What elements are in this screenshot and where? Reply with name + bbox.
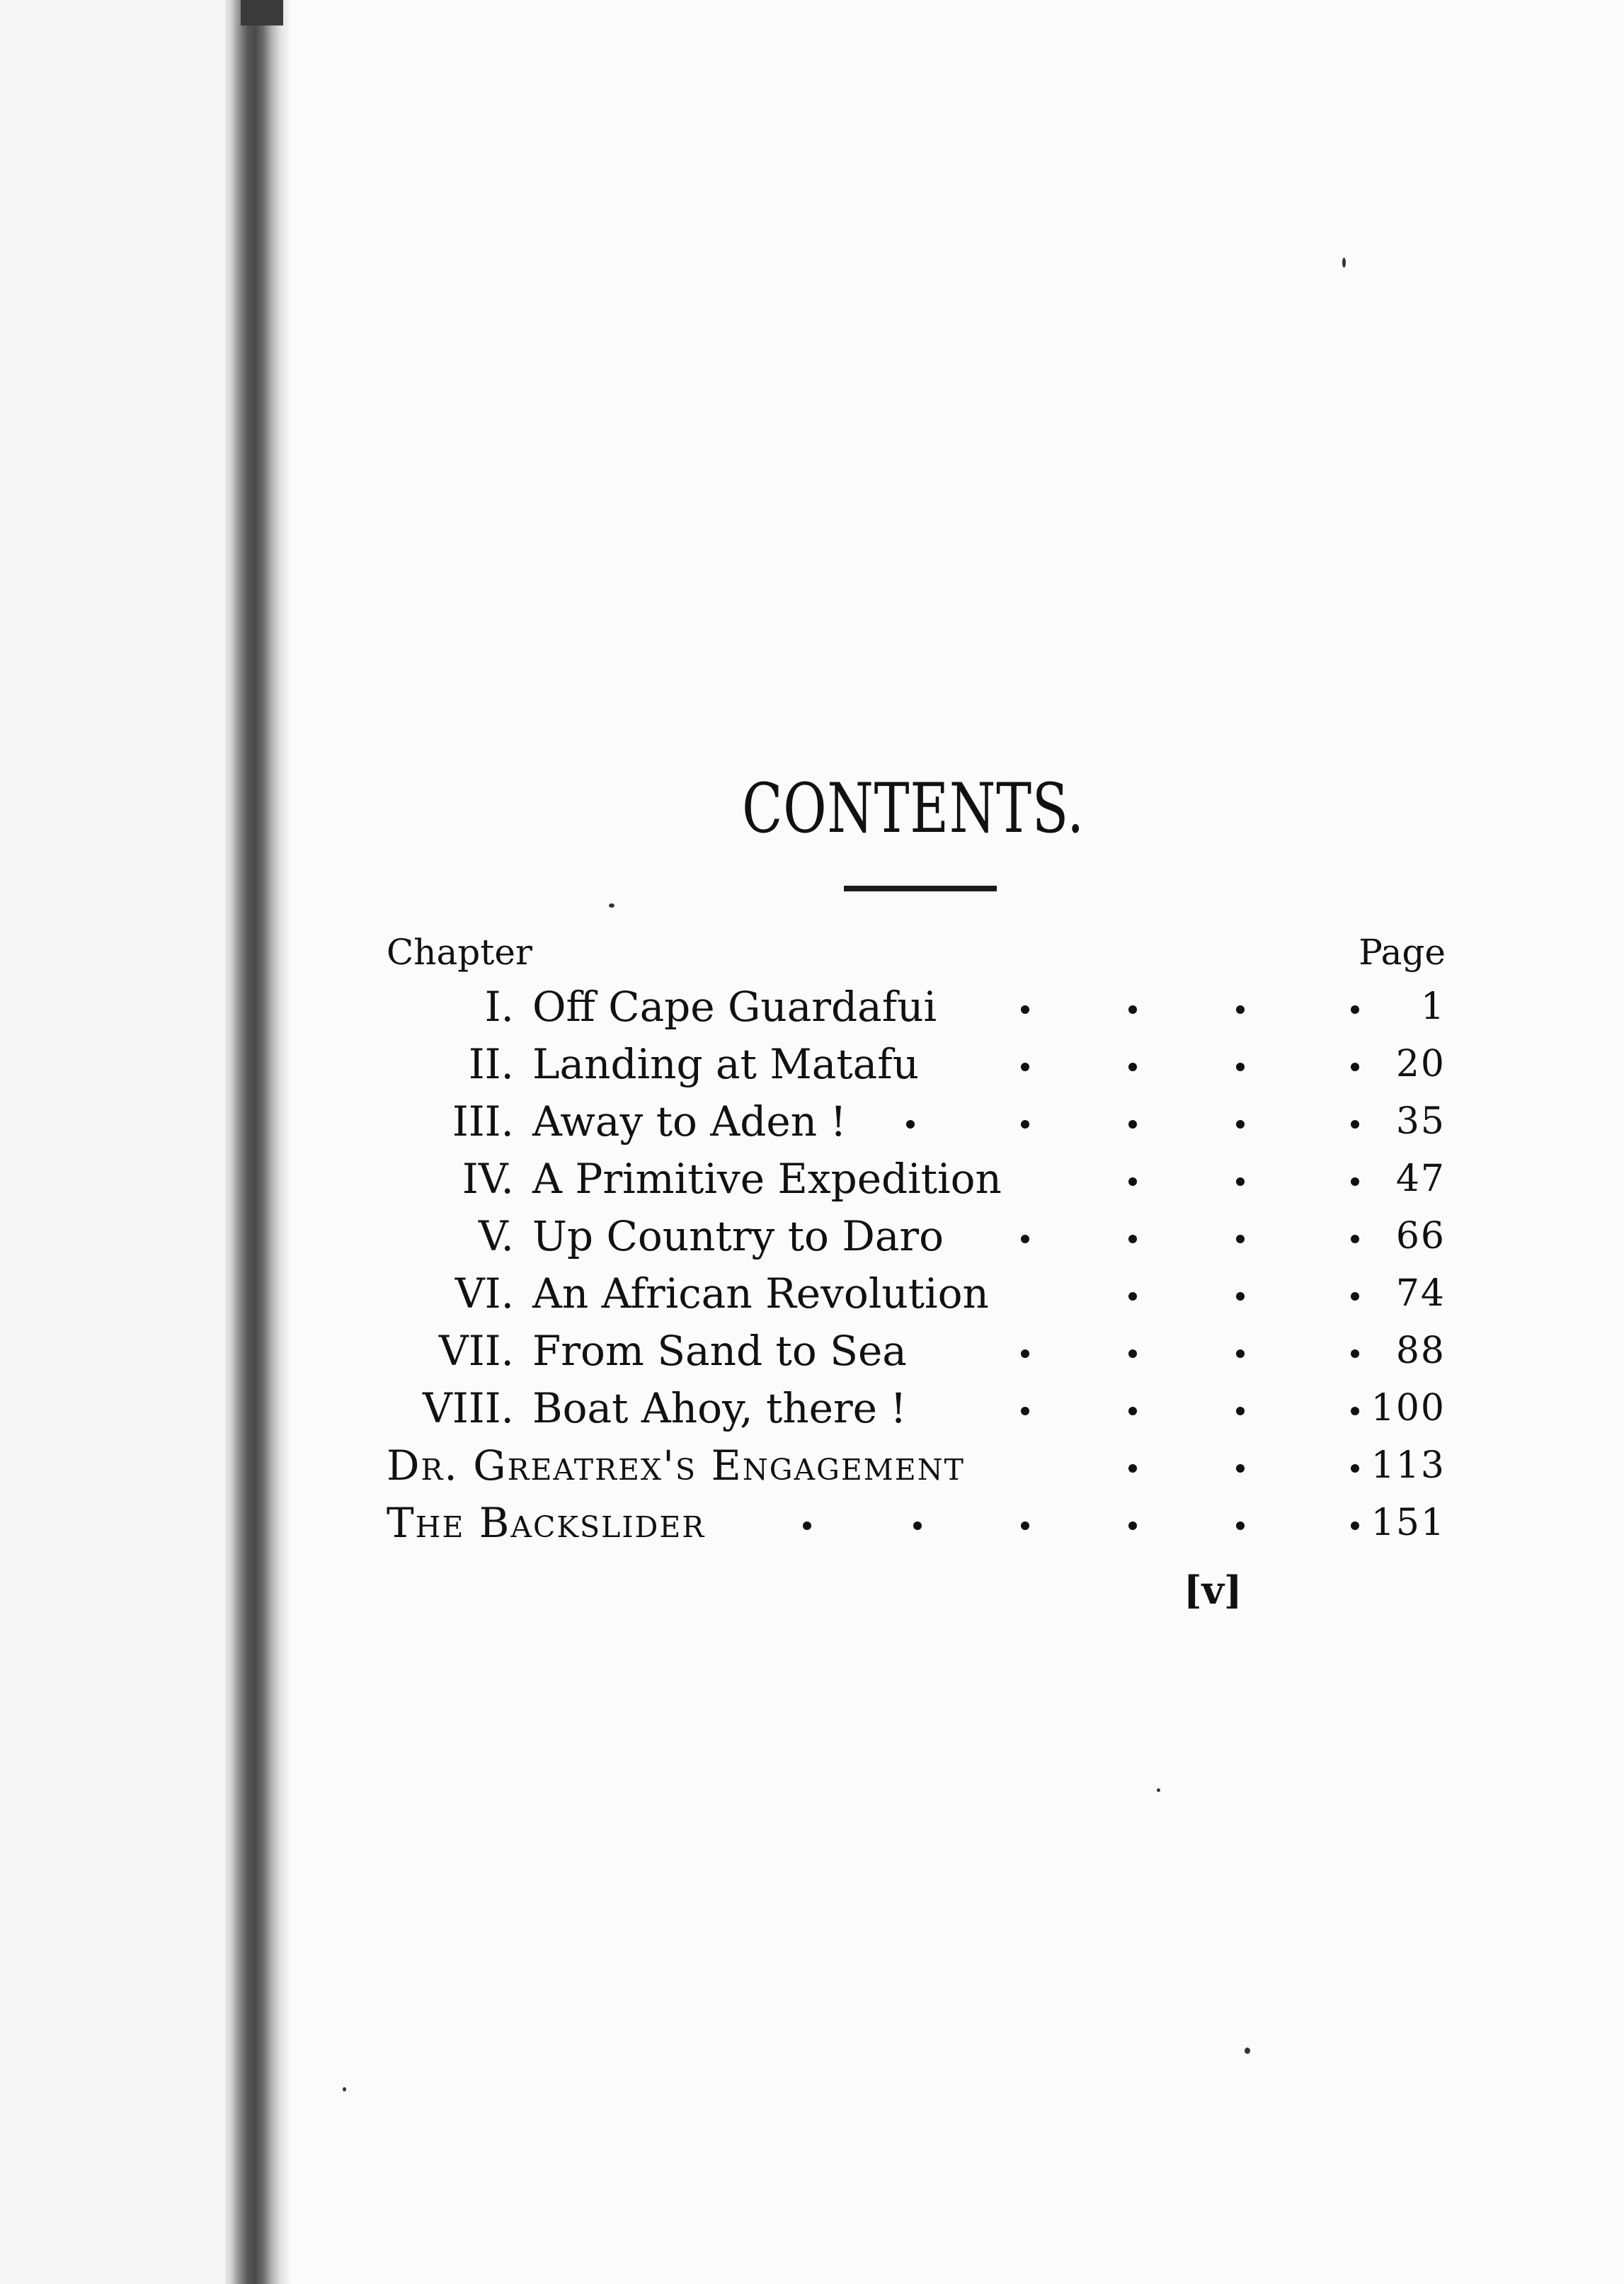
chapter-title: Off Cape Guardafui: [532, 983, 937, 1031]
chapter-numeral: VIII.: [422, 1384, 514, 1432]
title-rule: [844, 886, 997, 891]
leader-dot: [1351, 1235, 1359, 1243]
chapter-numeral: VII.: [438, 1327, 514, 1375]
leader-dot: [906, 1120, 915, 1129]
page-number: 100: [1371, 1387, 1446, 1429]
dot-leaders: [387, 1150, 1446, 1208]
contents-entry: [387, 978, 1446, 1036]
leader-dot: [1236, 1407, 1245, 1415]
page-number: 35: [1395, 1100, 1446, 1143]
page-number: 151: [1371, 1502, 1446, 1544]
leader-dot: [1128, 1464, 1137, 1473]
leader-dot: [1351, 1521, 1359, 1530]
dot-leaders: [387, 1208, 1446, 1265]
scan-speck: [343, 2087, 346, 2091]
dot-leaders: [387, 1093, 1446, 1150]
leader-dot: [1351, 1464, 1359, 1473]
chapter-numeral: IV.: [462, 1155, 514, 1203]
dot-leaders: [387, 1380, 1446, 1437]
dot-leaders: [387, 1323, 1446, 1380]
chapter-title: An African Revolution: [532, 1269, 989, 1318]
contents-entry: [387, 1380, 1446, 1437]
page-number: 88: [1395, 1330, 1446, 1372]
page-number: 113: [1371, 1444, 1446, 1487]
scan-speck: [1157, 1788, 1160, 1792]
contents-entry: [387, 1150, 1446, 1208]
leader-dot: [1021, 1521, 1029, 1530]
page-number: 74: [1395, 1272, 1446, 1315]
page-number: 47: [1395, 1158, 1446, 1200]
page-number: 20: [1395, 1043, 1446, 1085]
leader-dot: [1128, 1120, 1137, 1129]
leader-dot: [1351, 1005, 1359, 1014]
leader-dot: [1236, 1005, 1245, 1014]
dot-leaders: [387, 1265, 1446, 1323]
leader-dot: [1128, 1292, 1137, 1301]
dot-leaders: [387, 1437, 1446, 1495]
leader-dot: [1128, 1521, 1137, 1530]
leader-dot: [1236, 1349, 1245, 1358]
leader-dot: [1236, 1120, 1245, 1129]
scan-speck: [1342, 258, 1346, 268]
page-number: 1: [1420, 986, 1446, 1028]
leader-dot: [1021, 1063, 1029, 1071]
contents-entry: [387, 1036, 1446, 1093]
chapter-numeral: III.: [452, 1097, 514, 1146]
leader-dot: [1236, 1177, 1245, 1186]
chapter-numeral: I.: [484, 983, 514, 1031]
leader-dot: [1351, 1120, 1359, 1129]
chapter-title: Away to Aden !: [532, 1097, 847, 1146]
chapter-column-header: Chapter: [387, 932, 532, 973]
dot-leaders: [387, 1036, 1446, 1093]
leader-dot: [1236, 1521, 1245, 1530]
leader-dot: [1128, 1063, 1137, 1071]
book-binding-shadow: [225, 0, 290, 2284]
leader-dot: [1351, 1349, 1359, 1358]
contents-entry: [387, 1437, 1446, 1495]
section-title: Dr. Greatrex's Engagement: [387, 1441, 965, 1490]
leader-dot: [913, 1521, 922, 1530]
leader-dot: [1021, 1120, 1029, 1129]
chapter-title: Up Country to Daro: [532, 1212, 944, 1260]
leader-dot: [1236, 1063, 1245, 1071]
leader-dot: [1128, 1349, 1137, 1358]
chapter-title: Boat Ahoy, there !: [532, 1384, 907, 1432]
scan-speck: [609, 903, 614, 908]
dot-leaders: [387, 978, 1446, 1036]
leader-dot: [1021, 1235, 1029, 1243]
leader-dot: [1351, 1292, 1359, 1301]
leader-dot: [1021, 1407, 1029, 1415]
leader-dot: [1021, 1349, 1029, 1358]
chapter-numeral: VI.: [454, 1269, 514, 1318]
leader-dot: [1236, 1292, 1245, 1301]
leader-dot: [803, 1521, 811, 1530]
scan-speck: [1245, 2048, 1250, 2054]
scan-left-margin: [0, 0, 234, 2284]
leader-dot: [1128, 1177, 1137, 1186]
book-binding-top: [241, 0, 283, 25]
chapter-title: A Primitive Expedition: [532, 1155, 1002, 1203]
leader-dot: [1351, 1063, 1359, 1071]
leader-dot: [1128, 1407, 1137, 1415]
leader-dot: [1351, 1177, 1359, 1186]
leader-dot: [1128, 1005, 1137, 1014]
contents-entry: [387, 1208, 1446, 1265]
contents-entry: [387, 1265, 1446, 1323]
chapter-title: From Sand to Sea: [532, 1327, 907, 1375]
chapter-numeral: V.: [478, 1212, 514, 1260]
leader-dot: [1236, 1235, 1245, 1243]
page-column-header: Page: [1359, 932, 1446, 973]
leader-dot: [1236, 1464, 1245, 1473]
leader-dot: [1021, 1005, 1029, 1014]
section-title: The Backslider: [387, 1499, 706, 1547]
contents-list: [387, 978, 1446, 1552]
page-folio: [v]: [1184, 1568, 1242, 1613]
chapter-title: Landing at Matafu: [532, 1040, 920, 1088]
contents-entry: [387, 1495, 1446, 1552]
contents-entry: [387, 1093, 1446, 1150]
leader-dot: [1351, 1407, 1359, 1415]
page-number: 66: [1395, 1215, 1446, 1257]
dot-leaders: [387, 1495, 1446, 1552]
leader-dot: [1128, 1235, 1137, 1243]
chapter-numeral: II.: [468, 1040, 514, 1088]
page-title: CONTENTS.: [742, 769, 1085, 849]
contents-entry: [387, 1323, 1446, 1380]
